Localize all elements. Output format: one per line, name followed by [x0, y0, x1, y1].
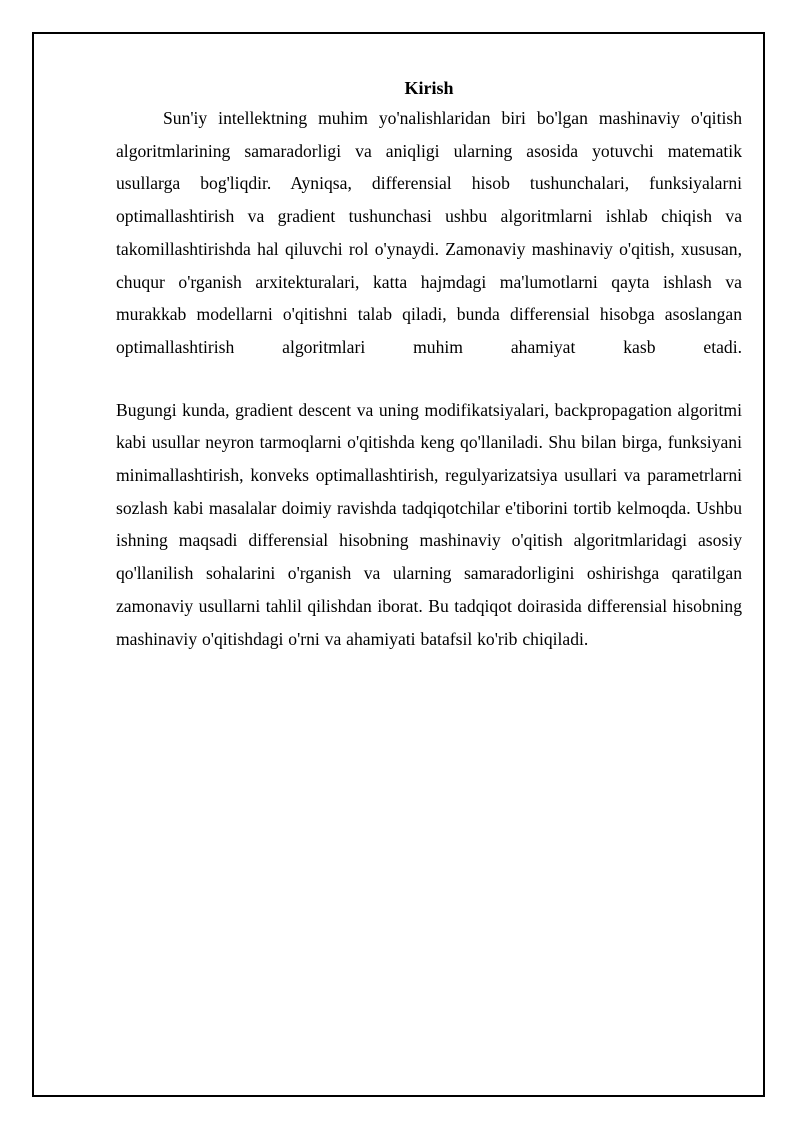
- paragraph-introduction: Sun'iy intellektning muhim yo'nalishlaridan biri bo'lgan mashinaviy o'qitish algoritmlarining samaradorligi va aniqligi ularning asosida yotuvchi matematik usullarga bog'liqdir. Ayniqsa, differensial hisob tushunchalari, funksiyalarni optimallashtirish va gradient tushunchasi ushbu algoritmlarni ishlab chiqish va takomillashtirishda hal qiluvchi rol o'ynaydi. Zamonaviy mashinaviy o'qitish, xususan, chuqur o'rganish arxitekturalari, katta hajmdagi ma'lumotlarni qayta ishlash va murakkab modellarni o'qitishni talab qiladi, bunda differensial hisobga asoslangan optimallashtirish algoritmlari muhim ahamiyat kasb etadi.: [116, 108, 742, 357]
- document-body: [116, 76, 742, 655]
- paragraph-current-methods: Bugungi kunda, gradient descent va uning modifikatsiyalari, backpropagation algoritmi kabi usullar neyron tarmoqlarni o'qitishda keng qo'llaniladi. Shu bilan birga, funksiyani minimallashtirish, konveks optimallashtirish, regulyarizatsiya usullari va parametrlarni sozlash kabi masalalar doimiy ravishda tadqiqotchilar e'tiborini tortib kelmoqda. Ushbu ishning maqsadi differensial hisobning mashinaviy o'qitish algoritmlaridagi asosiy qo'llanilish sohalarini o'rganish va ularning samaradorligini oshirishga qaratilgan zamonaviy usullarni tahlil qilishdan iborat. Bu tadqiqot doirasida differensial hisobning mashinaviy o'qitishdagi o'rni va ahamiyati batafsil ko'rib chiqiladi.: [116, 399, 742, 649]
- paragraph-spacer: [116, 364, 742, 394]
- page-title: Kirish: [404, 78, 454, 98]
